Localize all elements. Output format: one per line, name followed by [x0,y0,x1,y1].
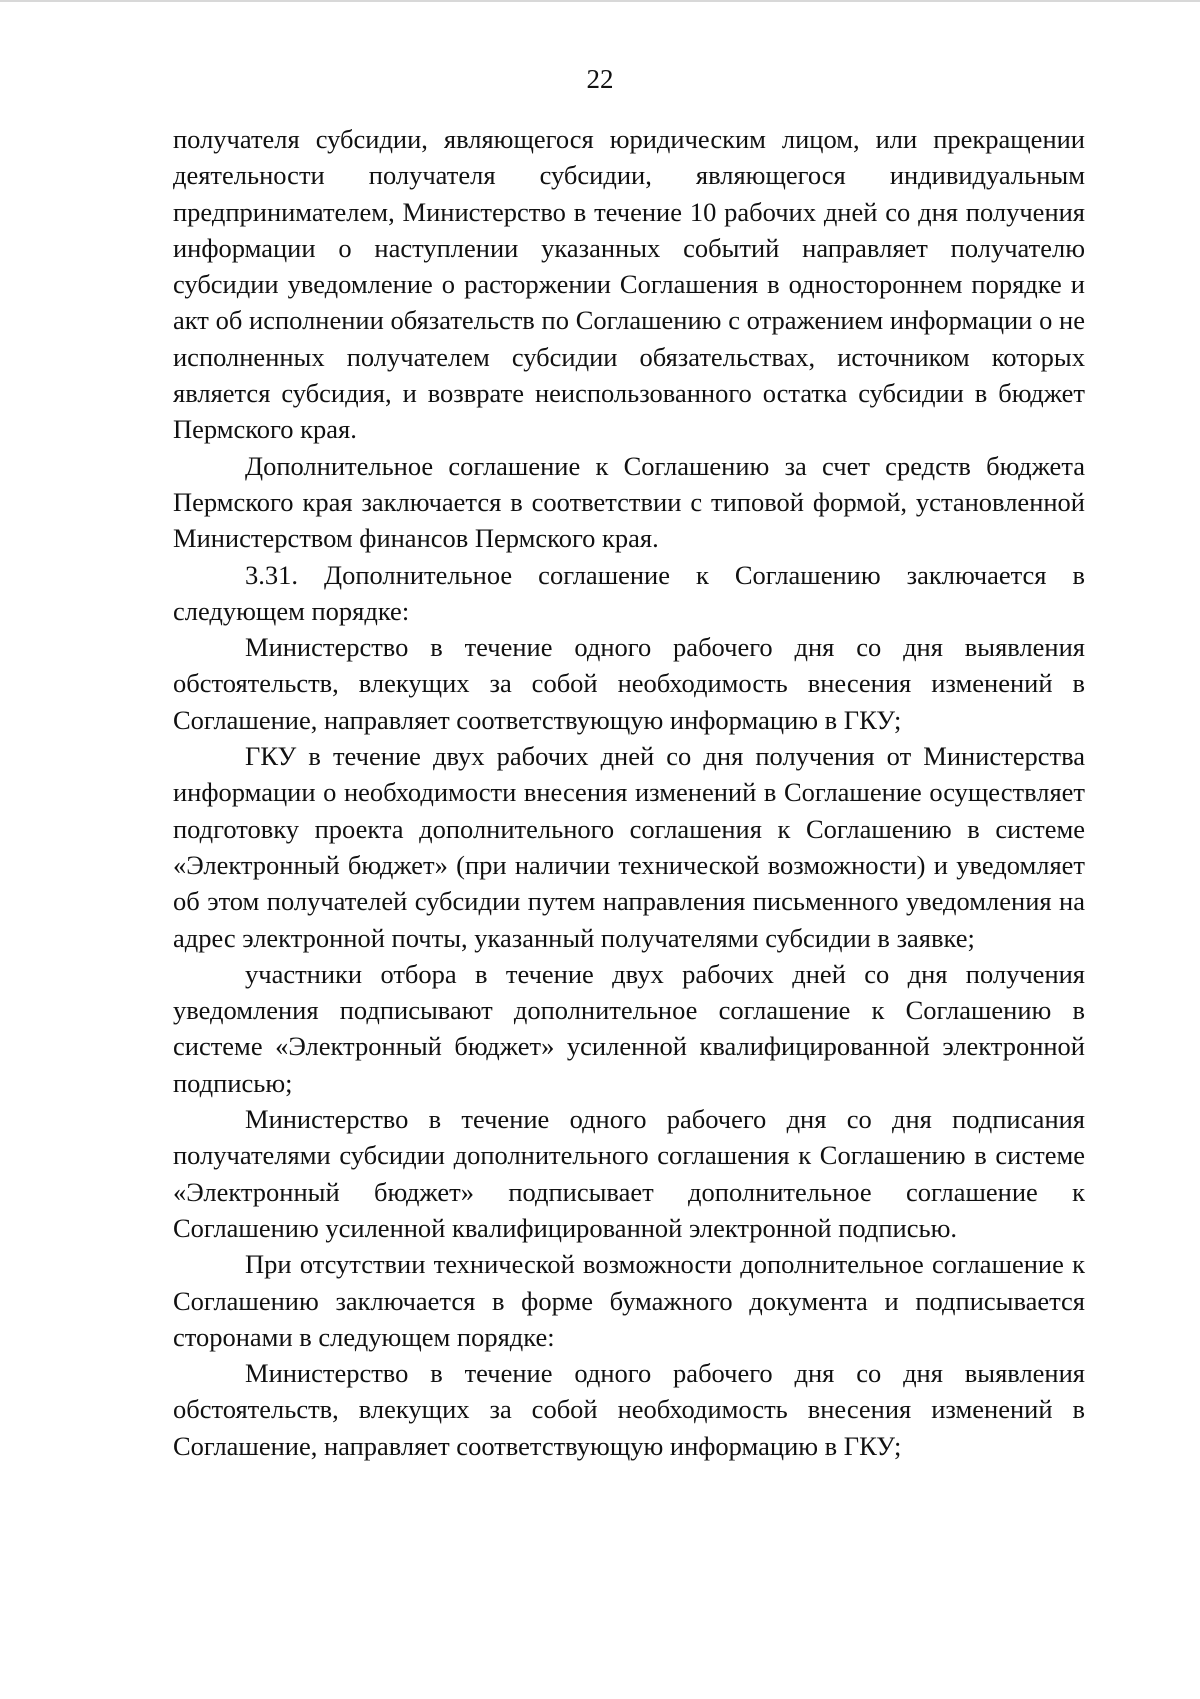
paragraph-additional-agreement-form: Дополнительное соглашение к Соглашению за счет средств бюджета Пермского края заключается в соответствии с типовой формой, установленной Министерством финансов Пермского края. [173,450,1085,554]
document-body [173,121,1085,1464]
page-number: 22 [586,64,614,94]
paragraph-ministry-notice-paper: Министерство в течение одного рабочего дня со дня выявления обстоятельств, влекущих за собой необходимость внесения изменений в Соглашение, направляет соответствующую информацию в ГКУ; [173,1358,1085,1461]
scan-edge-line [0,0,1200,2]
paragraph-paper-form: При отсутствии технической возможности дополнительное соглашение к Соглашению заключается в форме бумажного документа и подписывается сторонами в следующем порядке: [173,1249,1085,1352]
paragraph-ministry-signing: Министерство в течение одного рабочего дня со дня подписания получателями субсидии дополнительного соглашения к Соглашению в системе «Электронный бюджет» подписывает дополнительное соглашение к Соглашению усиленной квалифицированной электронной подписью. [173,1104,1085,1243]
paragraph-clause-3-31: 3.31. Дополнительное соглашение к Соглашению заключается в следующем порядке: [173,559,1085,626]
paragraph-gku-preparation: ГКУ в течение двух рабочих дней со дня получения от Министерства информации о необходимости внесения изменений в Соглашение осуществляет подготовку проекта дополнительного соглашения к Соглашению в системе «Электронный бюджет» (при наличии технической возможности) и уведомляет об этом получателей субсидии путем направления письменного уведомления на адрес электронной почты, указанный получателями субсидии в заявке; [173,741,1085,953]
paragraph-continuation: получателя субсидии, являющегося юридическим лицом, или прекращении деятельности получателя субсидии, являющегося индивидуальным предпринимателем, Министерство в течение 10 рабочих дней со дня получения информации о наступлении указанных событий направляет получателю субсидии уведомление о расторжении Соглашения в одностороннем порядке и акт об исполнении обязательств по Соглашению с отражением информации о не исполненных получателем субсидии обязательствах, источником которых является субсидия, и возврате неиспользованного остатка субсидии в бюджет Пермского края. [173,124,1085,445]
paragraph-ministry-notice: Министерство в течение одного рабочего дня со дня выявления обстоятельств, влекущих за собой необходимость внесения изменений в Соглашение, направляет соответствующую информацию в ГКУ; [173,632,1085,735]
paragraph-participants-signing: участники отбора в течение двух рабочих дней со дня получения уведомления подписывают дополнительное соглашение к Соглашению в системе «Электронный бюджет» усиленной квалифицированной электронной подписью; [173,958,1085,1098]
